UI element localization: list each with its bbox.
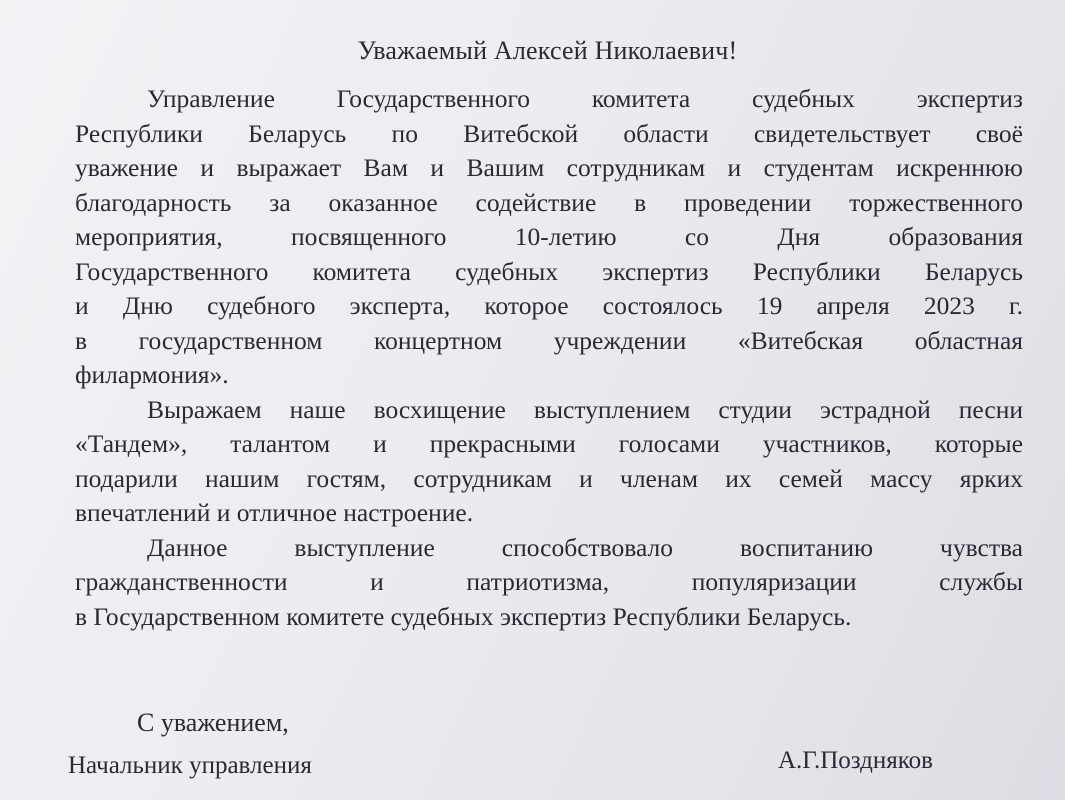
paragraph-3-line: в Государственном комитете судебных экспертиз Республики Беларусь.: [75, 601, 852, 631]
signature-title: Начальник управления: [68, 752, 312, 779]
paragraph-1-line: уважение и выражает Вам и Вашим сотрудникам и студентам искреннюю: [75, 153, 1023, 182]
paragraph-1-line: Государственного комитета судебных экспертиз Республики Беларусь: [75, 256, 1023, 286]
paragraph-1-line: Республики Беларусь по Витебской области свидетельствует своё: [75, 118, 1023, 148]
paragraph-1-line: и Дню судебного эксперта, которое состоялось 19 апреля 2023 г.: [75, 291, 1023, 320]
letter-body: [75, 82, 1023, 634]
letter-greeting: Уважаемый Алексей Николаевич!: [357, 36, 738, 65]
paragraph-1-line: Управление Государственного комитета судебных экспертиз: [147, 84, 1023, 113]
closing-phrase: С уважением,: [137, 708, 289, 737]
paragraph-2-line: подарили нашим гостям, сотрудникам и членам их семей массу ярких: [75, 463, 1023, 493]
paragraph-1-line: благодарность за оказанное содействие в проведении торжественного: [75, 187, 1023, 217]
paragraph-3-line: Данное выступление способствовало воспитанию чувства: [147, 532, 1023, 562]
signature-name: А.Г.Поздняков: [778, 747, 933, 774]
paragraph-1-line: в государственном концертном учреждении «Витебская областная: [75, 325, 1023, 355]
paragraph-1-line: филармония».: [75, 360, 229, 389]
paragraph-2-line: Выражаем наше восхищение выступлением студии эстрадной песни: [147, 394, 1023, 424]
paragraph-3-line: гражданственности и патриотизма, популяризации службы: [75, 567, 1023, 596]
paragraph-2-line: впечатлений и отличное настроение.: [75, 498, 474, 527]
paragraph-1-line: мероприятия, посвященного 10-летию со Дня образования: [75, 222, 1023, 251]
paragraph-2-line: «Тандем», талантом и прекрасными голосами участников, которые: [75, 429, 1023, 458]
